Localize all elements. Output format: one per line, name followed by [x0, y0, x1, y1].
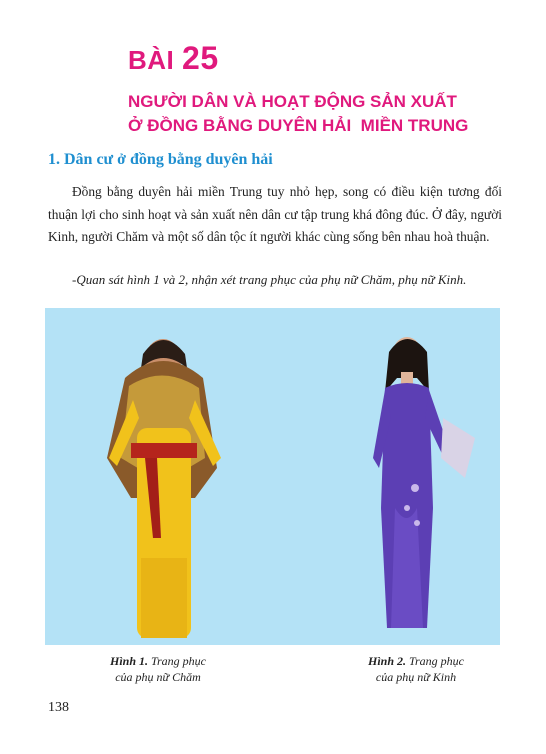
lesson-word: BÀI	[128, 45, 175, 75]
section-heading: 1. Dân cư ở đồng bằng duyên hải	[48, 151, 273, 168]
cham-woman-figure	[107, 339, 221, 638]
figure-2-label: Hình 2.	[367, 654, 406, 668]
figure-1-caption-line2: của phụ nữ Chăm	[115, 670, 201, 684]
figure-panel	[45, 308, 500, 645]
lesson-title	[128, 90, 528, 138]
figure-illustration	[45, 308, 500, 645]
page-number: 138	[48, 700, 69, 715]
lesson-number: 25	[182, 40, 219, 76]
lesson-title-line1: NGƯỜI DÂN VÀ HOẠT ĐỘNG SẢN XUẤT	[128, 92, 457, 111]
lesson-title-line2: Ở ĐỒNG BẰNG DUYÊN HẢI MIỀN TRUNG	[128, 116, 469, 135]
figure-2-caption-line2: của phụ nữ Kinh	[375, 670, 457, 684]
figure-1-caption	[78, 653, 238, 685]
figure-2-caption-line1: Trang phục	[409, 654, 465, 668]
figure-2-caption	[336, 653, 496, 685]
kinh-woman-figure	[373, 337, 475, 628]
figure-1-label: Hình 1.	[109, 654, 148, 668]
lesson-label	[128, 40, 219, 77]
figure-1-caption-line1: Trang phục	[151, 654, 207, 668]
instruction-text: -Quan sát hình 1 và 2, nhận xét trang phục của phụ nữ Chăm, phụ nữ Kinh.	[72, 272, 467, 287]
body-paragraph: Đồng bằng duyên hải miền Trung tuy nhỏ hẹp, song có điều kiện tương đối thuận lợi cho sinh hoạt và sản xuất nên dân cư tập trung khá đông đúc. Ở đây, người Kinh, người Chăm và một số dân tộc ít người khác cùng sống bên nhau hoà thuận.	[48, 184, 502, 244]
